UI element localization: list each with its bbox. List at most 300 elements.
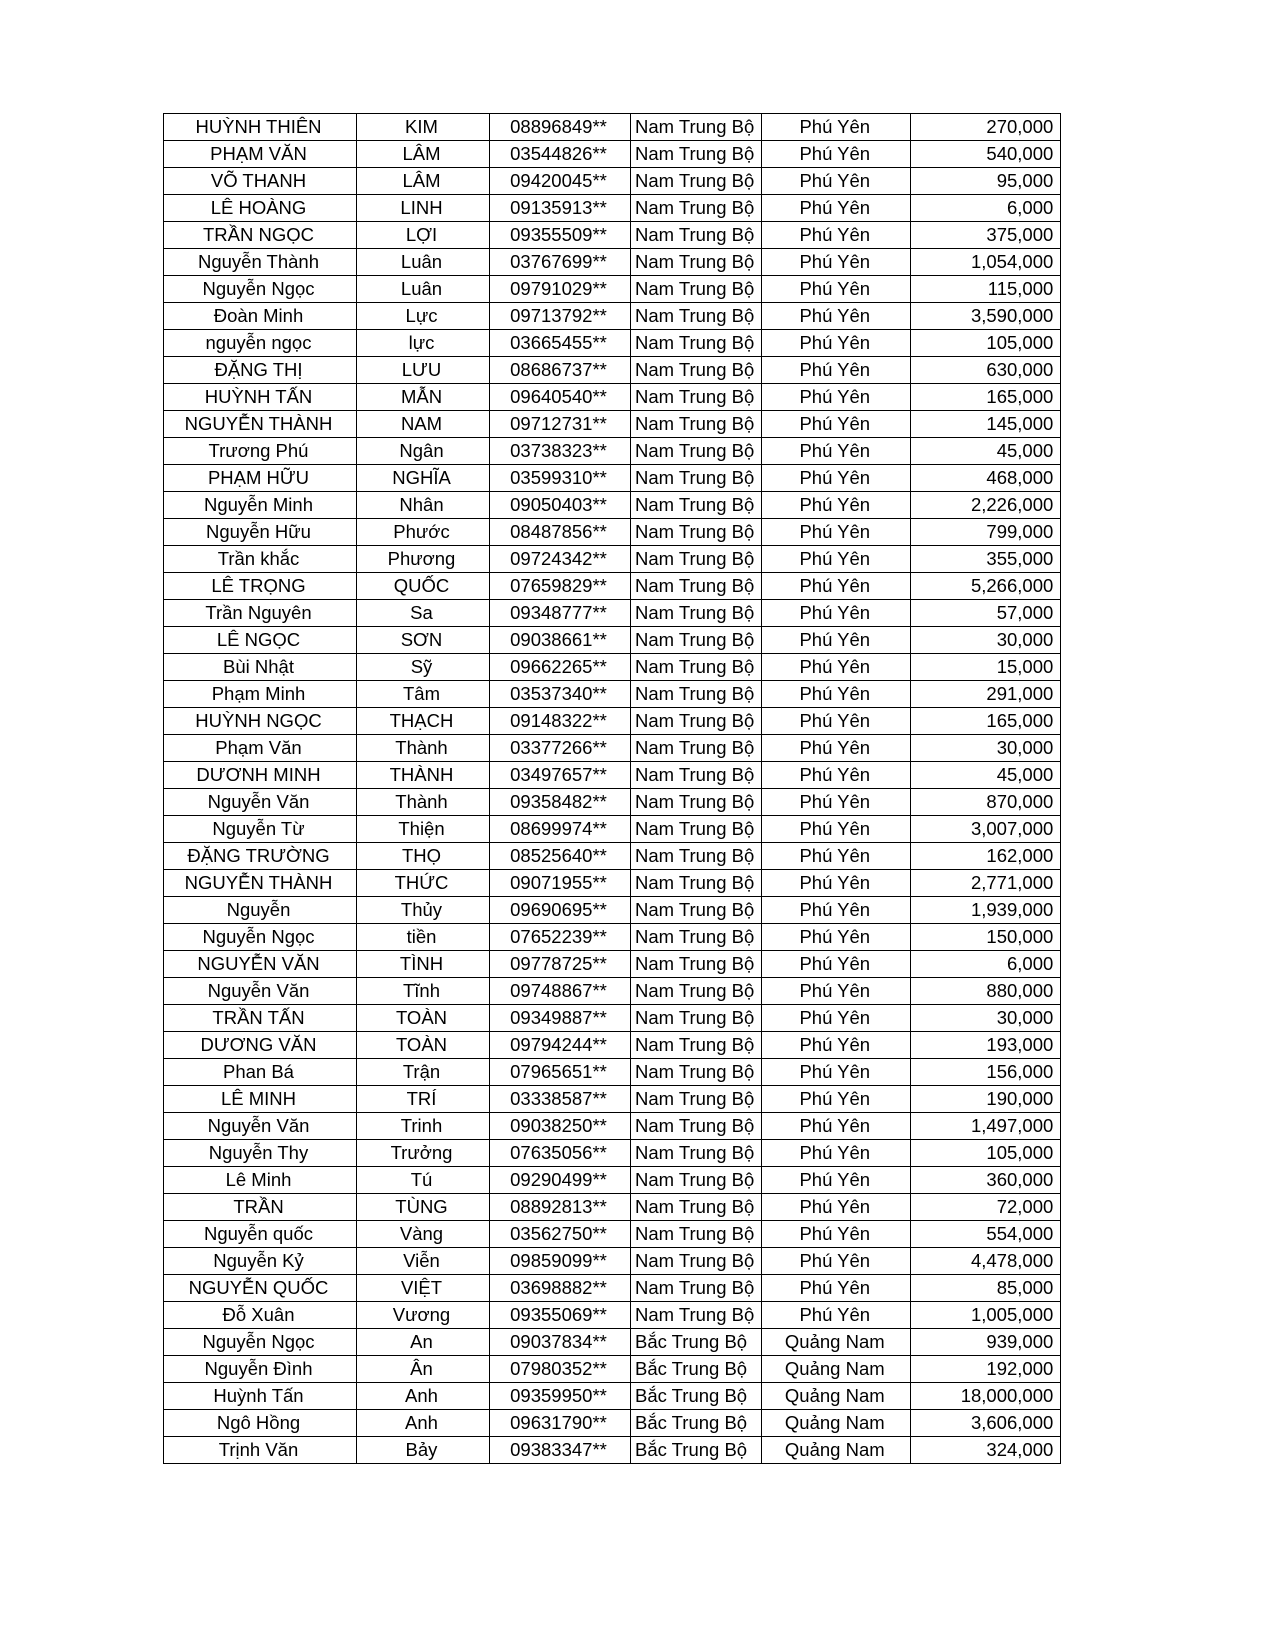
phone-cell: 03338587** <box>490 1086 631 1113</box>
phone-cell: 09348777** <box>490 600 631 627</box>
given-name-cell: Ngân <box>357 438 490 465</box>
surname-cell: HUỲNH NGỌC <box>164 708 357 735</box>
table-row <box>164 330 1061 357</box>
surname-cell: Nguyễn Minh <box>164 492 357 519</box>
given-name-cell: TÌNH <box>357 951 490 978</box>
table-row <box>164 1329 1061 1356</box>
surname-cell: Nguyễn Thy <box>164 1140 357 1167</box>
given-name-cell: Phương <box>357 546 490 573</box>
province-cell: Phú Yên <box>762 1140 911 1167</box>
region-cell: Bắc Trung Bộ <box>631 1356 762 1383</box>
given-name-cell: QUỐC <box>357 573 490 600</box>
amount-cell: 355,000 <box>911 546 1061 573</box>
amount-cell: 150,000 <box>911 924 1061 951</box>
table-row <box>164 1356 1061 1383</box>
amount-cell: 1,054,000 <box>911 249 1061 276</box>
amount-cell: 630,000 <box>911 357 1061 384</box>
given-name-cell: THỌ <box>357 843 490 870</box>
amount-cell: 85,000 <box>911 1275 1061 1302</box>
surname-cell: Trương Phú <box>164 438 357 465</box>
given-name-cell: LƯU <box>357 357 490 384</box>
province-cell: Phú Yên <box>762 843 911 870</box>
surname-cell: TRẦN NGỌC <box>164 222 357 249</box>
table-row <box>164 762 1061 789</box>
amount-cell: 1,939,000 <box>911 897 1061 924</box>
province-cell: Phú Yên <box>762 600 911 627</box>
table-row <box>164 1113 1061 1140</box>
phone-cell: 09050403** <box>490 492 631 519</box>
province-cell: Phú Yên <box>762 654 911 681</box>
table-row <box>164 1086 1061 1113</box>
table-row <box>164 1194 1061 1221</box>
province-cell: Phú Yên <box>762 546 911 573</box>
amount-cell: 2,226,000 <box>911 492 1061 519</box>
region-cell: Nam Trung Bộ <box>631 222 762 249</box>
surname-cell: Nguyễn Văn <box>164 978 357 1005</box>
province-cell: Phú Yên <box>762 978 911 1005</box>
region-cell: Nam Trung Bộ <box>631 897 762 924</box>
phone-cell: 09662265** <box>490 654 631 681</box>
phone-cell: 03665455** <box>490 330 631 357</box>
table-body <box>164 114 1061 1464</box>
given-name-cell: THỨC <box>357 870 490 897</box>
region-cell: Nam Trung Bộ <box>631 762 762 789</box>
surname-cell: Nguyễn Kỷ <box>164 1248 357 1275</box>
province-cell: Phú Yên <box>762 1194 911 1221</box>
region-cell: Nam Trung Bộ <box>631 1221 762 1248</box>
region-cell: Nam Trung Bộ <box>631 708 762 735</box>
province-cell: Phú Yên <box>762 1032 911 1059</box>
given-name-cell: KIM <box>357 114 490 141</box>
amount-cell: 145,000 <box>911 411 1061 438</box>
table-row <box>164 789 1061 816</box>
surname-cell: Đoàn Minh <box>164 303 357 330</box>
phone-cell: 09038661** <box>490 627 631 654</box>
given-name-cell: Phước <box>357 519 490 546</box>
region-cell: Nam Trung Bộ <box>631 438 762 465</box>
surname-cell: Trần Nguyên <box>164 600 357 627</box>
amount-cell: 57,000 <box>911 600 1061 627</box>
region-cell: Nam Trung Bộ <box>631 1059 762 1086</box>
region-cell: Nam Trung Bộ <box>631 681 762 708</box>
amount-cell: 3,590,000 <box>911 303 1061 330</box>
province-cell: Quảng Nam <box>762 1356 911 1383</box>
surname-cell: Nguyễn Hữu <box>164 519 357 546</box>
given-name-cell: LỢI <box>357 222 490 249</box>
province-cell: Phú Yên <box>762 411 911 438</box>
province-cell: Phú Yên <box>762 924 911 951</box>
province-cell: Phú Yên <box>762 303 911 330</box>
region-cell: Nam Trung Bộ <box>631 951 762 978</box>
phone-cell: 08686737** <box>490 357 631 384</box>
amount-cell: 3,606,000 <box>911 1410 1061 1437</box>
data-table <box>163 113 1061 1464</box>
table-row <box>164 1167 1061 1194</box>
given-name-cell: VIỆT <box>357 1275 490 1302</box>
phone-cell: 09359950** <box>490 1383 631 1410</box>
amount-cell: 1,497,000 <box>911 1113 1061 1140</box>
given-name-cell: Tâm <box>357 681 490 708</box>
given-name-cell: Thiện <box>357 816 490 843</box>
province-cell: Phú Yên <box>762 1005 911 1032</box>
amount-cell: 115,000 <box>911 276 1061 303</box>
province-cell: Phú Yên <box>762 168 911 195</box>
given-name-cell: NGHĨA <box>357 465 490 492</box>
province-cell: Phú Yên <box>762 708 911 735</box>
province-cell: Phú Yên <box>762 222 911 249</box>
given-name-cell: TOÀN <box>357 1032 490 1059</box>
region-cell: Nam Trung Bộ <box>631 1194 762 1221</box>
table-row <box>164 1410 1061 1437</box>
table-row <box>164 1032 1061 1059</box>
province-cell: Phú Yên <box>762 384 911 411</box>
province-cell: Phú Yên <box>762 762 911 789</box>
given-name-cell: Anh <box>357 1410 490 1437</box>
phone-cell: 09631790** <box>490 1410 631 1437</box>
province-cell: Phú Yên <box>762 276 911 303</box>
table-row <box>164 600 1061 627</box>
surname-cell: Nguyễn Văn <box>164 789 357 816</box>
given-name-cell: Nhân <box>357 492 490 519</box>
amount-cell: 3,007,000 <box>911 816 1061 843</box>
phone-cell: 09778725** <box>490 951 631 978</box>
phone-cell: 07659829** <box>490 573 631 600</box>
phone-cell: 03562750** <box>490 1221 631 1248</box>
region-cell: Nam Trung Bộ <box>631 1005 762 1032</box>
phone-cell: 09135913** <box>490 195 631 222</box>
table-row <box>164 465 1061 492</box>
given-name-cell: Tĩnh <box>357 978 490 1005</box>
amount-cell: 192,000 <box>911 1356 1061 1383</box>
phone-cell: 03537340** <box>490 681 631 708</box>
surname-cell: Phạm Minh <box>164 681 357 708</box>
surname-cell: NGUYỄN VĂN <box>164 951 357 978</box>
region-cell: Nam Trung Bộ <box>631 735 762 762</box>
table-row <box>164 519 1061 546</box>
table-row <box>164 492 1061 519</box>
phone-cell: 09794244** <box>490 1032 631 1059</box>
surname-cell: Lê Minh <box>164 1167 357 1194</box>
region-cell: Nam Trung Bộ <box>631 249 762 276</box>
given-name-cell: THÀNH <box>357 762 490 789</box>
table-row <box>164 222 1061 249</box>
surname-cell: PHẠM HỮU <box>164 465 357 492</box>
phone-cell: 07652239** <box>490 924 631 951</box>
province-cell: Phú Yên <box>762 492 911 519</box>
region-cell: Bắc Trung Bộ <box>631 1437 762 1464</box>
table-row <box>164 384 1061 411</box>
phone-cell: 07965651** <box>490 1059 631 1086</box>
province-cell: Quảng Nam <box>762 1329 911 1356</box>
phone-cell: 07980352** <box>490 1356 631 1383</box>
table-row <box>164 249 1061 276</box>
province-cell: Phú Yên <box>762 1248 911 1275</box>
table-row <box>164 627 1061 654</box>
surname-cell: Nguyễn Ngọc <box>164 1329 357 1356</box>
region-cell: Nam Trung Bộ <box>631 114 762 141</box>
table-row <box>164 708 1061 735</box>
phone-cell: 09724342** <box>490 546 631 573</box>
surname-cell: LÊ HOÀNG <box>164 195 357 222</box>
phone-cell: 09690695** <box>490 897 631 924</box>
province-cell: Phú Yên <box>762 1059 911 1086</box>
table-row <box>164 1275 1061 1302</box>
surname-cell: DƯƠNH MINH <box>164 762 357 789</box>
given-name-cell: Anh <box>357 1383 490 1410</box>
phone-cell: 07635056** <box>490 1140 631 1167</box>
given-name-cell: Tú <box>357 1167 490 1194</box>
surname-cell: Ngô Hồng <box>164 1410 357 1437</box>
surname-cell: Huỳnh Tấn <box>164 1383 357 1410</box>
amount-cell: 5,266,000 <box>911 573 1061 600</box>
amount-cell: 45,000 <box>911 762 1061 789</box>
surname-cell: Nguyễn Ngọc <box>164 924 357 951</box>
amount-cell: 324,000 <box>911 1437 1061 1464</box>
region-cell: Nam Trung Bộ <box>631 168 762 195</box>
phone-cell: 08487856** <box>490 519 631 546</box>
phone-cell: 08525640** <box>490 843 631 870</box>
surname-cell: nguyễn ngọc <box>164 330 357 357</box>
surname-cell: Nguyễn Thành <box>164 249 357 276</box>
amount-cell: 45,000 <box>911 438 1061 465</box>
table-row <box>164 870 1061 897</box>
amount-cell: 162,000 <box>911 843 1061 870</box>
province-cell: Phú Yên <box>762 735 911 762</box>
given-name-cell: Lực <box>357 303 490 330</box>
phone-cell: 09713792** <box>490 303 631 330</box>
region-cell: Nam Trung Bộ <box>631 789 762 816</box>
phone-cell: 09712731** <box>490 411 631 438</box>
amount-cell: 30,000 <box>911 1005 1061 1032</box>
given-name-cell: Thành <box>357 789 490 816</box>
table-row <box>164 303 1061 330</box>
province-cell: Phú Yên <box>762 951 911 978</box>
amount-cell: 2,771,000 <box>911 870 1061 897</box>
table-row <box>164 1005 1061 1032</box>
region-cell: Nam Trung Bộ <box>631 519 762 546</box>
phone-cell: 03698882** <box>490 1275 631 1302</box>
surname-cell: Nguyễn Ngọc <box>164 276 357 303</box>
phone-cell: 09355509** <box>490 222 631 249</box>
region-cell: Nam Trung Bộ <box>631 600 762 627</box>
phone-cell: 09420045** <box>490 168 631 195</box>
surname-cell: ĐẶNG TRƯỜNG <box>164 843 357 870</box>
amount-cell: 799,000 <box>911 519 1061 546</box>
province-cell: Phú Yên <box>762 1221 911 1248</box>
phone-cell: 03497657** <box>490 762 631 789</box>
province-cell: Phú Yên <box>762 627 911 654</box>
region-cell: Nam Trung Bộ <box>631 978 762 1005</box>
given-name-cell: Vương <box>357 1302 490 1329</box>
table-row <box>164 546 1061 573</box>
region-cell: Nam Trung Bộ <box>631 411 762 438</box>
phone-cell: 09791029** <box>490 276 631 303</box>
table-row <box>164 681 1061 708</box>
surname-cell: ĐẶNG THỊ <box>164 357 357 384</box>
province-cell: Phú Yên <box>762 141 911 168</box>
phone-cell: 08896849** <box>490 114 631 141</box>
table-row <box>164 195 1061 222</box>
phone-cell: 09358482** <box>490 789 631 816</box>
given-name-cell: LINH <box>357 195 490 222</box>
phone-cell: 09640540** <box>490 384 631 411</box>
province-cell: Phú Yên <box>762 1113 911 1140</box>
province-cell: Phú Yên <box>762 465 911 492</box>
surname-cell: VÕ THANH <box>164 168 357 195</box>
phone-cell: 09355069** <box>490 1302 631 1329</box>
table-row <box>164 897 1061 924</box>
province-cell: Phú Yên <box>762 573 911 600</box>
given-name-cell: TÙNG <box>357 1194 490 1221</box>
province-cell: Phú Yên <box>762 681 911 708</box>
surname-cell: TRẦN <box>164 1194 357 1221</box>
table-row <box>164 168 1061 195</box>
amount-cell: 105,000 <box>911 1140 1061 1167</box>
region-cell: Nam Trung Bộ <box>631 357 762 384</box>
table-row <box>164 1437 1061 1464</box>
province-cell: Phú Yên <box>762 816 911 843</box>
province-cell: Phú Yên <box>762 789 911 816</box>
amount-cell: 72,000 <box>911 1194 1061 1221</box>
region-cell: Nam Trung Bộ <box>631 195 762 222</box>
amount-cell: 870,000 <box>911 789 1061 816</box>
given-name-cell: Viễn <box>357 1248 490 1275</box>
phone-cell: 08699974** <box>490 816 631 843</box>
region-cell: Nam Trung Bộ <box>631 924 762 951</box>
phone-cell: 09148322** <box>490 708 631 735</box>
given-name-cell: NAM <box>357 411 490 438</box>
province-cell: Phú Yên <box>762 1275 911 1302</box>
region-cell: Nam Trung Bộ <box>631 465 762 492</box>
phone-cell: 09037834** <box>490 1329 631 1356</box>
given-name-cell: Trận <box>357 1059 490 1086</box>
given-name-cell: An <box>357 1329 490 1356</box>
region-cell: Nam Trung Bộ <box>631 1302 762 1329</box>
amount-cell: 6,000 <box>911 195 1061 222</box>
given-name-cell: Vàng <box>357 1221 490 1248</box>
province-cell: Phú Yên <box>762 1167 911 1194</box>
province-cell: Phú Yên <box>762 1302 911 1329</box>
given-name-cell: Ân <box>357 1356 490 1383</box>
given-name-cell: Thành <box>357 735 490 762</box>
amount-cell: 291,000 <box>911 681 1061 708</box>
surname-cell: Phan Bá <box>164 1059 357 1086</box>
province-cell: Quảng Nam <box>762 1437 911 1464</box>
amount-cell: 18,000,000 <box>911 1383 1061 1410</box>
surname-cell: LÊ MINH <box>164 1086 357 1113</box>
given-name-cell: LÂM <box>357 141 490 168</box>
surname-cell: NGUYỄN QUỐC <box>164 1275 357 1302</box>
phone-cell: 03544826** <box>490 141 631 168</box>
phone-cell: 09349887** <box>490 1005 631 1032</box>
surname-cell: LÊ NGỌC <box>164 627 357 654</box>
amount-cell: 4,478,000 <box>911 1248 1061 1275</box>
region-cell: Nam Trung Bộ <box>631 1032 762 1059</box>
province-cell: Phú Yên <box>762 114 911 141</box>
region-cell: Bắc Trung Bộ <box>631 1383 762 1410</box>
table-row <box>164 1140 1061 1167</box>
phone-cell: 09383347** <box>490 1437 631 1464</box>
province-cell: Quảng Nam <box>762 1383 911 1410</box>
phone-cell: 03377266** <box>490 735 631 762</box>
amount-cell: 105,000 <box>911 330 1061 357</box>
region-cell: Nam Trung Bộ <box>631 1113 762 1140</box>
surname-cell: HUỲNH TẤN <box>164 384 357 411</box>
surname-cell: NGUYỄN THÀNH <box>164 870 357 897</box>
given-name-cell: MẪN <box>357 384 490 411</box>
given-name-cell: tiền <box>357 924 490 951</box>
surname-cell: Bùi Nhật <box>164 654 357 681</box>
amount-cell: 939,000 <box>911 1329 1061 1356</box>
table-row <box>164 654 1061 681</box>
region-cell: Bắc Trung Bộ <box>631 1410 762 1437</box>
surname-cell: Nguyễn <box>164 897 357 924</box>
region-cell: Nam Trung Bộ <box>631 141 762 168</box>
amount-cell: 190,000 <box>911 1086 1061 1113</box>
given-name-cell: Sỹ <box>357 654 490 681</box>
amount-cell: 468,000 <box>911 465 1061 492</box>
amount-cell: 270,000 <box>911 114 1061 141</box>
surname-cell: TRẦN TẤN <box>164 1005 357 1032</box>
amount-cell: 156,000 <box>911 1059 1061 1086</box>
table-row <box>164 114 1061 141</box>
surname-cell: Phạm Văn <box>164 735 357 762</box>
province-cell: Phú Yên <box>762 249 911 276</box>
region-cell: Nam Trung Bộ <box>631 546 762 573</box>
table-row <box>164 411 1061 438</box>
amount-cell: 880,000 <box>911 978 1061 1005</box>
table-row <box>164 816 1061 843</box>
amount-cell: 540,000 <box>911 141 1061 168</box>
amount-cell: 193,000 <box>911 1032 1061 1059</box>
region-cell: Nam Trung Bộ <box>631 1167 762 1194</box>
surname-cell: HUỲNH THIÊN <box>164 114 357 141</box>
amount-cell: 165,000 <box>911 708 1061 735</box>
surname-cell: DƯƠNG VĂN <box>164 1032 357 1059</box>
table-row <box>164 843 1061 870</box>
amount-cell: 1,005,000 <box>911 1302 1061 1329</box>
province-cell: Quảng Nam <box>762 1410 911 1437</box>
region-cell: Nam Trung Bộ <box>631 1140 762 1167</box>
amount-cell: 360,000 <box>911 1167 1061 1194</box>
table-row <box>164 735 1061 762</box>
table-row <box>164 1059 1061 1086</box>
surname-cell: Trần khắc <box>164 546 357 573</box>
province-cell: Phú Yên <box>762 870 911 897</box>
region-cell: Nam Trung Bộ <box>631 303 762 330</box>
table-row <box>164 1383 1061 1410</box>
table-row <box>164 1302 1061 1329</box>
given-name-cell: TOÀN <box>357 1005 490 1032</box>
given-name-cell: LÂM <box>357 168 490 195</box>
given-name-cell: lực <box>357 330 490 357</box>
given-name-cell: Luân <box>357 249 490 276</box>
phone-cell: 03599310** <box>490 465 631 492</box>
phone-cell: 09038250** <box>490 1113 631 1140</box>
table-row <box>164 924 1061 951</box>
amount-cell: 95,000 <box>911 168 1061 195</box>
amount-cell: 554,000 <box>911 1221 1061 1248</box>
given-name-cell: Bảy <box>357 1437 490 1464</box>
table-row <box>164 438 1061 465</box>
surname-cell: LÊ TRỌNG <box>164 573 357 600</box>
given-name-cell: SƠN <box>357 627 490 654</box>
region-cell: Nam Trung Bộ <box>631 1248 762 1275</box>
province-cell: Phú Yên <box>762 195 911 222</box>
given-name-cell: Sa <box>357 600 490 627</box>
region-cell: Nam Trung Bộ <box>631 627 762 654</box>
table-row <box>164 573 1061 600</box>
